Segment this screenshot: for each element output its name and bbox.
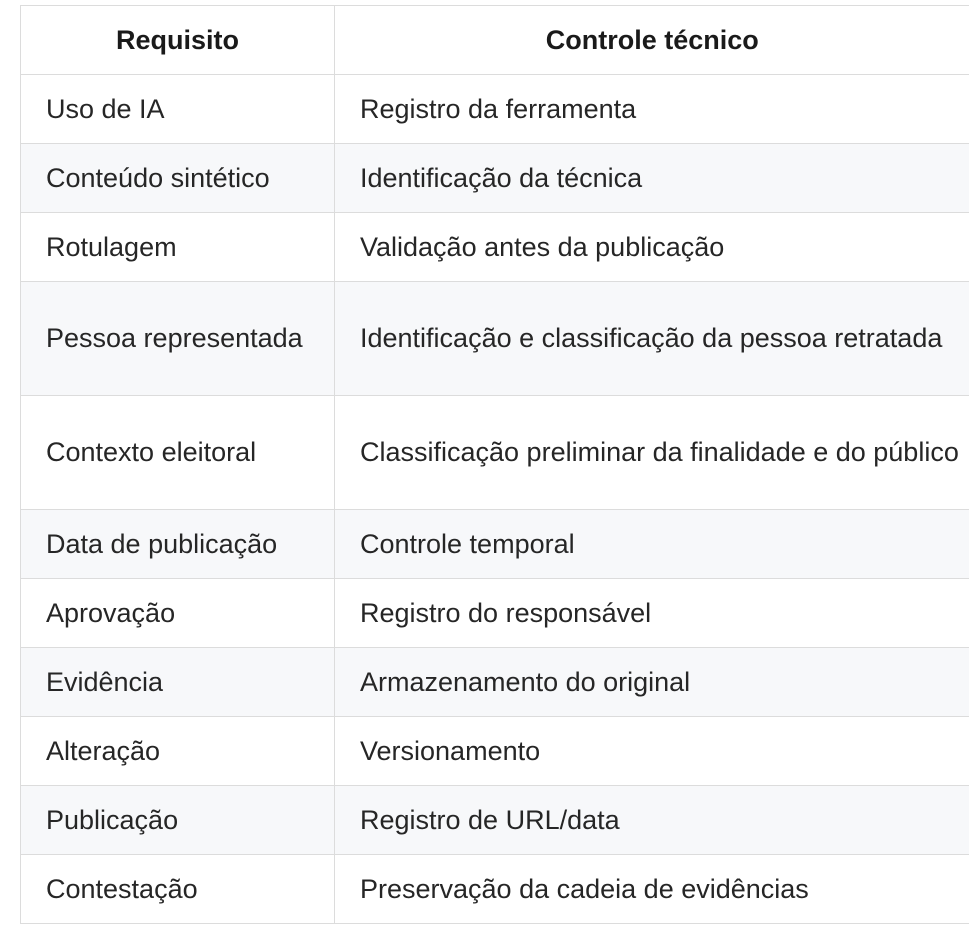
controle-cell: Versionamento xyxy=(335,717,969,786)
table-header-row xyxy=(21,6,969,75)
requisito-cell: Alteração xyxy=(21,717,335,786)
table-row xyxy=(21,717,969,786)
table-row xyxy=(21,396,969,510)
requisito-cell: Publicação xyxy=(21,786,335,855)
table-row xyxy=(21,579,969,648)
controle-cell: Armazenamento do original xyxy=(335,648,969,717)
requisito-cell: Conteúdo sintético xyxy=(21,144,335,213)
requisito-cell: Uso de IA xyxy=(21,75,335,144)
table-row xyxy=(21,510,969,579)
controle-cell: Identificação da técnica xyxy=(335,144,969,213)
table-row xyxy=(21,282,969,396)
table-row xyxy=(21,855,969,924)
controle-cell: Registro do responsável xyxy=(335,579,969,648)
requirements-table xyxy=(20,5,969,924)
requisito-cell: Data de publicação xyxy=(21,510,335,579)
requisito-cell: Contexto eleitoral xyxy=(21,396,335,510)
controle-cell: Identificação e classificação da pessoa retratada xyxy=(335,282,969,396)
requisito-cell: Rotulagem xyxy=(21,213,335,282)
controle-cell: Classificação preliminar da finalidade e do público xyxy=(335,396,969,510)
requisito-cell: Evidência xyxy=(21,648,335,717)
requisito-cell: Contestação xyxy=(21,855,335,924)
controle-cell: Registro da ferramenta xyxy=(335,75,969,144)
header-controle-tecnico: Controle técnico xyxy=(335,6,969,75)
controle-cell: Validação antes da publicação xyxy=(335,213,969,282)
requisito-cell: Pessoa representada xyxy=(21,282,335,396)
table-row xyxy=(21,75,969,144)
table-row xyxy=(21,648,969,717)
table-row xyxy=(21,213,969,282)
requirements-table-container xyxy=(20,5,969,924)
table-row xyxy=(21,786,969,855)
controle-cell: Controle temporal xyxy=(335,510,969,579)
table-row xyxy=(21,144,969,213)
controle-cell: Preservação da cadeia de evidências xyxy=(335,855,969,924)
requisito-cell: Aprovação xyxy=(21,579,335,648)
header-requisito: Requisito xyxy=(21,6,335,75)
controle-cell: Registro de URL/data xyxy=(335,786,969,855)
